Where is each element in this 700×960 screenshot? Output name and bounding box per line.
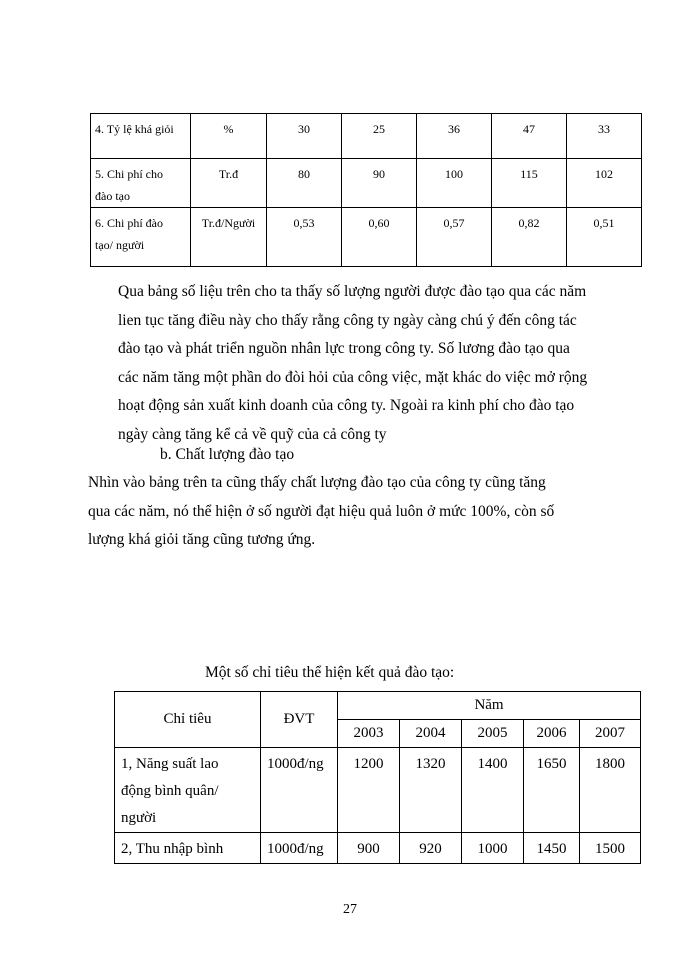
value-cell: 1450 <box>524 833 580 864</box>
value-cell: 25 <box>342 114 417 159</box>
value-cell: 1000 <box>462 833 524 864</box>
header-year: 2007 <box>580 720 641 748</box>
value-cell: 1200 <box>338 748 400 833</box>
value-cell: 0,57 <box>417 208 492 267</box>
unit-cell: Tr.đ <box>191 159 267 208</box>
unit-cell: 1000đ/ng <box>261 748 338 833</box>
header-year: 2005 <box>462 720 524 748</box>
page-number: 27 <box>343 902 357 917</box>
value-cell: 47 <box>492 114 567 159</box>
table-row <box>115 833 641 864</box>
quality-paragraph: Nhìn vào bảng trên ta cũng thấy chất lượng đào tạo của công ty cũng tăng qua các năm, nó thể hiện ở số người đạt hiệu quả luôn ở mức 100%, còn số lượng khá giỏi tăng cũng tương ứng. <box>88 474 555 548</box>
table-row <box>91 159 642 208</box>
table-row <box>91 114 642 159</box>
header-year: 2006 <box>524 720 580 748</box>
table-row <box>115 748 641 833</box>
value-cell: 30 <box>267 114 342 159</box>
header-year: 2003 <box>338 720 400 748</box>
value-cell: 0,51 <box>567 208 642 267</box>
value-cell: 1320 <box>400 748 462 833</box>
value-cell: 100 <box>417 159 492 208</box>
value-cell: 900 <box>338 833 400 864</box>
value-cell: 1650 <box>524 748 580 833</box>
analysis-paragraph: Qua bảng số liệu trên cho ta thấy số lượng người được đào tạo qua các năm lien tục tăng điều này cho thấy rằng công ty ngày càng chú ý đến công tác đào tạo và phát triển nguồn nhân lực trong công ty. Số lương đào tạo qua các năm tăng một phần do đòi hỏi của công việc, mặt khác do việc mở rộng hoạt động sản xuất kinh doanh của công ty. Ngoài ra kinh phí cho đào tạo ngày càng tăng kể cả về quỹ của cả công ty <box>118 283 588 443</box>
value-cell: 920 <box>400 833 462 864</box>
value-cell: 90 <box>342 159 417 208</box>
value-cell: 0,82 <box>492 208 567 267</box>
row-label: 6. Chi phí đào tạo/ người <box>91 208 191 267</box>
value-cell: 0,60 <box>342 208 417 267</box>
value-cell: 0,53 <box>267 208 342 267</box>
training-stats-table-continued <box>90 113 642 267</box>
unit-cell: % <box>191 114 267 159</box>
value-cell: 1800 <box>580 748 641 833</box>
value-cell: 36 <box>417 114 492 159</box>
unit-cell: Tr.đ/Người <box>191 208 267 267</box>
value-cell: 33 <box>567 114 642 159</box>
row-label: 5. Chi phí cho đào tạo <box>91 159 191 208</box>
value-cell: 80 <box>267 159 342 208</box>
section-heading: b. Chất lượng đào tạo <box>160 446 295 463</box>
value-cell: 1500 <box>580 833 641 864</box>
table-header-row <box>115 692 641 720</box>
training-results-table <box>114 691 641 864</box>
value-cell: 1400 <box>462 748 524 833</box>
value-cell: 115 <box>492 159 567 208</box>
row-label: 4. Tỷ lệ khá giỏi <box>91 114 191 159</box>
header-year-group: Năm <box>338 692 641 720</box>
table-row <box>91 208 642 267</box>
header-indicator: Chỉ tiêu <box>115 692 261 748</box>
header-year: 2004 <box>400 720 462 748</box>
unit-cell: 1000đ/ng <box>261 833 338 864</box>
table-caption: Một số chỉ tiêu thể hiện kết quả đào tạo: <box>205 664 455 681</box>
row-label: 2, Thu nhập bình <box>115 833 261 864</box>
row-label: 1, Năng suất lao động bình quân/ người <box>115 748 261 833</box>
value-cell: 102 <box>567 159 642 208</box>
header-unit: ĐVT <box>261 692 338 748</box>
